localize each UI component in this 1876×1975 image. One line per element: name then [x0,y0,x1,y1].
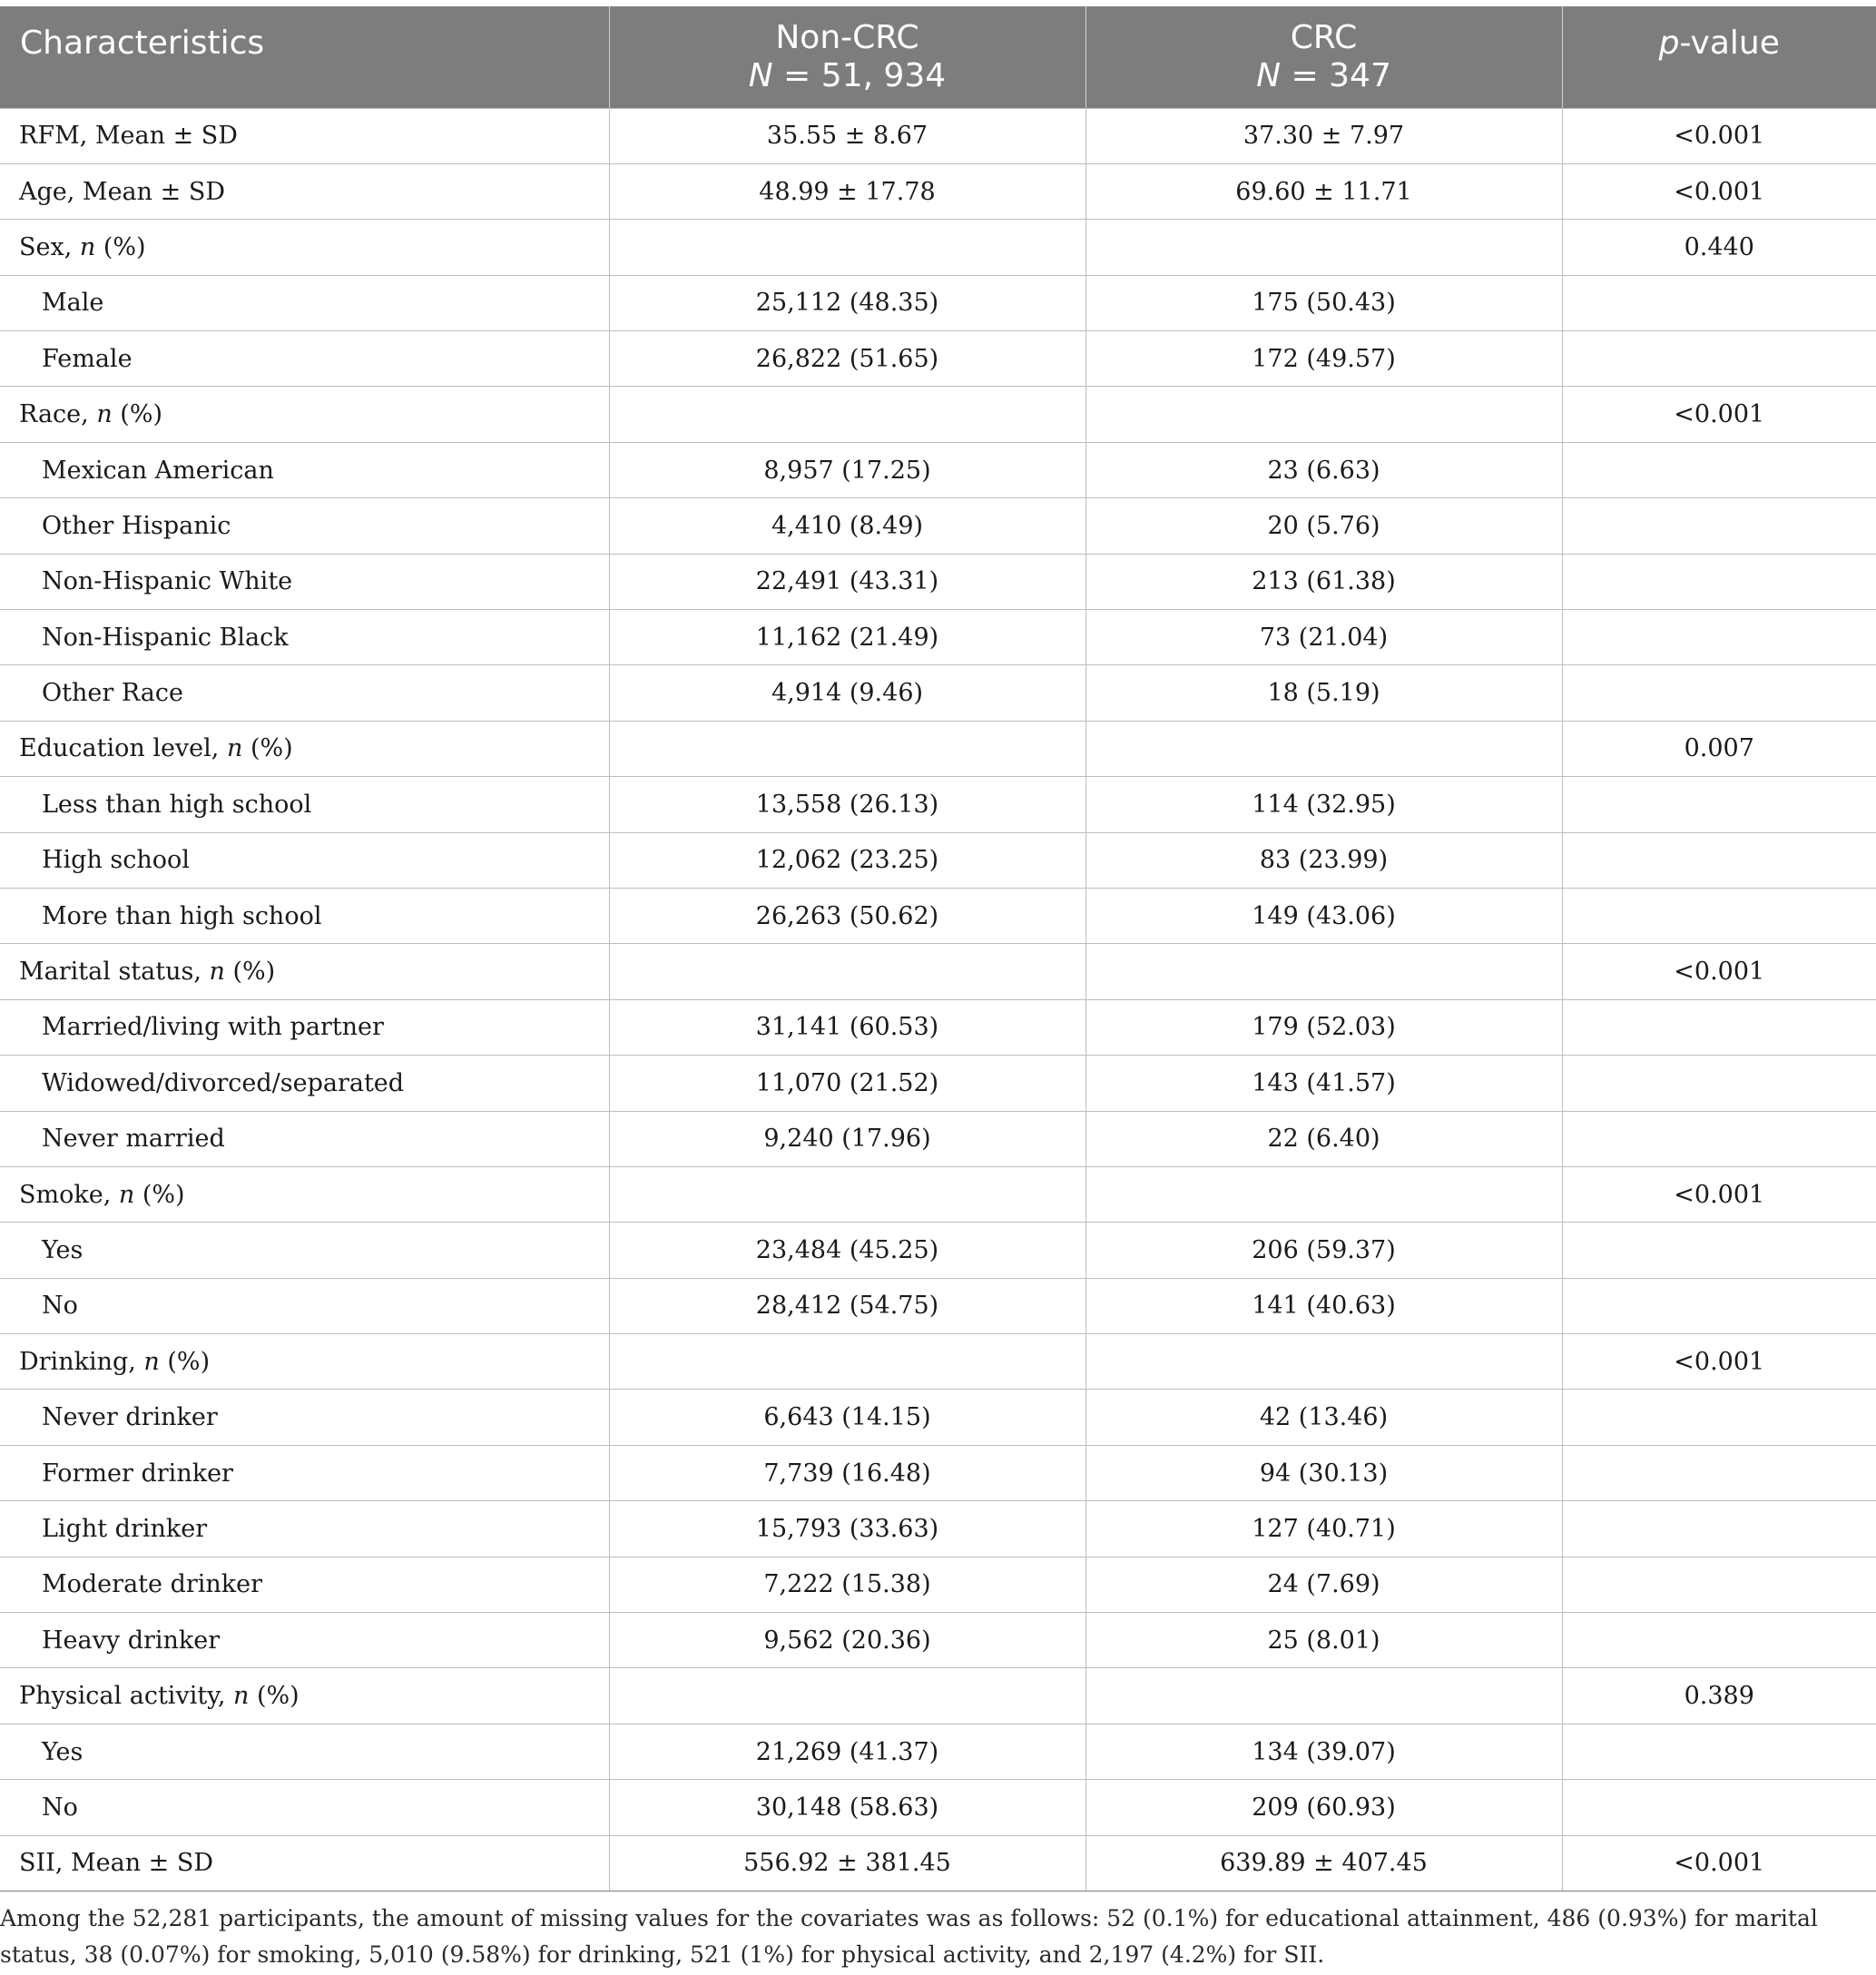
crc-value: 141 (40.63) [1085,1278,1562,1333]
noncrc-value: 8,957 (17.25) [609,442,1085,497]
crc-value: 213 (61.38) [1085,554,1562,609]
row-label [0,1835,609,1891]
noncrc-value: 35.55 ± 8.67 [609,108,1085,163]
noncrc-value: 48.99 ± 17.78 [609,163,1085,219]
noncrc-value [609,1668,1085,1724]
p-value: <0.001 [1562,944,1876,999]
crc-value: 209 (60.93) [1085,1780,1562,1835]
crc-value: 24 (7.69) [1085,1557,1562,1612]
row-label-text: Drinking, [19,1347,144,1376]
p-value [1562,1445,1876,1500]
noncrc-value: 21,269 (41.37) [609,1724,1085,1779]
noncrc-value: 13,558 (26.13) [609,777,1085,832]
table-row [0,1557,1876,1612]
header-noncrc-n-value: = 51, 934 [772,56,947,94]
row-label [0,1445,609,1500]
row-label-text: Yes [42,1236,83,1264]
row-label [0,610,609,665]
p-value [1562,442,1876,497]
noncrc-value: 11,070 (21.52) [609,1056,1085,1111]
noncrc-value: 30,148 (58.63) [609,1780,1085,1835]
row-label-text: Age, Mean ± SD [19,177,225,206]
p-value [1562,1056,1876,1111]
characteristics-table [0,6,1876,1891]
p-value [1562,665,1876,721]
table-page [0,6,1876,1973]
p-value: <0.001 [1562,1334,1876,1390]
row-label-italic: n [118,1180,135,1209]
row-label-text: Other Race [42,679,183,708]
p-value [1562,331,1876,387]
row-label [0,1613,609,1668]
header-crc-n [1086,57,1562,95]
row-label [0,888,609,943]
row-label-text: Non-Hispanic White [42,567,293,596]
row-label [0,387,609,442]
crc-value [1085,387,1562,442]
table-row [0,1390,1876,1445]
row-label-suffix: (%) [95,232,146,261]
crc-value: 114 (32.95) [1085,777,1562,832]
table-row [0,220,1876,275]
table-row [0,1613,1876,1668]
noncrc-value: 7,739 (16.48) [609,1445,1085,1500]
header-pvalue [1562,6,1876,108]
noncrc-value: 15,793 (33.63) [609,1501,1085,1557]
p-value: <0.001 [1562,1166,1876,1222]
table-row [0,832,1876,888]
row-label-text: Race, [19,400,97,429]
row-label-suffix: (%) [249,1682,300,1711]
header-characteristics-text: Characteristics [20,25,265,62]
row-label-text: Widowed/divorced/separated [42,1068,405,1097]
crc-value: 179 (52.03) [1085,999,1562,1055]
row-label [0,1501,609,1557]
table-row [0,1056,1876,1111]
header-pvalue-rest: -value [1679,25,1780,62]
noncrc-value [609,1166,1085,1222]
row-label-text: Moderate drinker [42,1570,263,1599]
table-row [0,1780,1876,1835]
row-label-suffix: (%) [242,734,293,763]
header-crc-title: CRC [1290,18,1358,56]
row-label [0,1223,609,1278]
row-label-suffix: (%) [159,1347,211,1376]
crc-value [1085,1166,1562,1222]
table-row [0,1223,1876,1278]
table-row [0,888,1876,943]
crc-value: 149 (43.06) [1085,888,1562,943]
row-label-text: Less than high school [42,790,312,819]
row-label-text: Smoke, [19,1180,119,1209]
crc-value: 22 (6.40) [1085,1111,1562,1166]
row-label-text: Married/living with partner [42,1013,384,1042]
p-value [1562,999,1876,1055]
table-row [0,1166,1876,1222]
table-row [0,777,1876,832]
table-row [0,331,1876,387]
table-row [0,721,1876,776]
crc-value: 73 (21.04) [1085,610,1562,665]
row-label [0,721,609,776]
header-noncrc [609,6,1085,108]
noncrc-value: 26,263 (50.62) [609,888,1085,943]
crc-value: 20 (5.76) [1085,498,1562,554]
crc-value: 206 (59.37) [1085,1223,1562,1278]
row-label [0,1668,609,1724]
row-label [0,999,609,1055]
row-label-text: Mexican American [42,456,274,485]
noncrc-value: 28,412 (54.75) [609,1278,1085,1333]
header-row [0,6,1876,108]
p-value [1562,777,1876,832]
row-label [0,1557,609,1612]
noncrc-value: 25,112 (48.35) [609,275,1085,330]
crc-value: 172 (49.57) [1085,331,1562,387]
p-value [1562,554,1876,609]
row-label [0,442,609,497]
p-value [1562,1501,1876,1557]
row-label [0,1056,609,1111]
crc-value: 18 (5.19) [1085,665,1562,721]
table-row [0,1445,1876,1500]
table-row [0,610,1876,665]
table-row [0,163,1876,219]
row-label [0,275,609,330]
table-row [0,1724,1876,1779]
table-row [0,1501,1876,1557]
p-value [1562,610,1876,665]
crc-value: 175 (50.43) [1085,275,1562,330]
row-label-text: Male [42,289,104,318]
crc-value [1085,721,1562,776]
p-value [1562,832,1876,888]
row-label-text: Education level, [19,734,227,763]
noncrc-value [609,220,1085,275]
crc-value [1085,1334,1562,1390]
row-label-text: Sex, [19,232,80,261]
row-label-text: Former drinker [42,1459,233,1488]
p-value [1562,1780,1876,1835]
row-label [0,1166,609,1222]
crc-value: 134 (39.07) [1085,1724,1562,1779]
noncrc-value: 11,162 (21.49) [609,610,1085,665]
row-label-text: Never married [42,1125,225,1154]
row-label [0,1111,609,1166]
row-label-italic: n [143,1347,160,1376]
noncrc-value: 31,141 (60.53) [609,999,1085,1055]
noncrc-value: 4,914 (9.46) [609,665,1085,721]
noncrc-value [609,387,1085,442]
row-label-text: More than high school [42,901,322,930]
crc-value: 127 (40.71) [1085,1501,1562,1557]
p-value [1562,888,1876,943]
crc-value: 23 (6.63) [1085,442,1562,497]
row-label-text: No [42,1793,78,1822]
noncrc-value [609,1334,1085,1390]
row-label [0,944,609,999]
noncrc-value [609,721,1085,776]
header-noncrc-n [610,57,1085,95]
header-crc [1085,6,1562,108]
p-value [1562,1278,1876,1333]
row-label-text: Physical activity, [19,1682,234,1711]
crc-value: 639.89 ± 407.45 [1085,1835,1562,1891]
table-row [0,108,1876,163]
row-label-italic: n [79,232,96,261]
table-row [0,999,1876,1055]
header-crc-n-value: = 347 [1281,56,1391,94]
row-label [0,1390,609,1445]
p-value: <0.001 [1562,108,1876,163]
noncrc-value: 9,562 (20.36) [609,1613,1085,1668]
p-value: 0.007 [1562,721,1876,776]
header-noncrc-title: Non-CRC [775,18,919,56]
row-label [0,331,609,387]
row-label [0,1278,609,1333]
p-value: 0.440 [1562,220,1876,275]
p-value [1562,1724,1876,1779]
crc-value [1085,944,1562,999]
row-label [0,1334,609,1390]
noncrc-value: 556.92 ± 381.45 [609,1835,1085,1891]
table-row [0,665,1876,721]
table-row [0,554,1876,609]
p-value: <0.001 [1562,1835,1876,1891]
noncrc-value: 26,822 (51.65) [609,331,1085,387]
table-body [0,108,1876,1891]
p-value: <0.001 [1562,163,1876,219]
table-row [0,387,1876,442]
crc-value: 143 (41.57) [1085,1056,1562,1111]
row-label [0,163,609,219]
row-label-text: Other Hispanic [42,511,231,540]
crc-value: 94 (30.13) [1085,1445,1562,1500]
crc-value [1085,220,1562,275]
row-label-text: RFM, Mean ± SD [19,122,238,151]
header-noncrc-n-label: N [748,56,773,94]
crc-value: 25 (8.01) [1085,1613,1562,1668]
table-row [0,1668,1876,1724]
table-header [0,6,1876,108]
p-value [1562,275,1876,330]
row-label-text: Marital status, [19,958,210,987]
noncrc-value: 4,410 (8.49) [609,498,1085,554]
row-label-text: No [42,1292,78,1321]
row-label [0,1724,609,1779]
p-value [1562,498,1876,554]
row-label [0,108,609,163]
noncrc-value: 22,491 (43.31) [609,554,1085,609]
row-label-italic: n [233,1682,250,1711]
row-label-text: SII, Mean ± SD [19,1849,214,1878]
table-row [0,1111,1876,1166]
p-value: 0.389 [1562,1668,1876,1724]
crc-value: 69.60 ± 11.71 [1085,163,1562,219]
crc-value: 37.30 ± 7.97 [1085,108,1562,163]
row-label-text: Yes [42,1737,83,1766]
row-label-suffix: (%) [224,958,276,987]
table-row [0,1835,1876,1891]
p-value [1562,1390,1876,1445]
crc-value: 83 (23.99) [1085,832,1562,888]
noncrc-value: 9,240 (17.96) [609,1111,1085,1166]
row-label [0,498,609,554]
row-label [0,832,609,888]
noncrc-value: 7,222 (15.38) [609,1557,1085,1612]
table-row [0,275,1876,330]
noncrc-value [609,944,1085,999]
noncrc-value: 23,484 (45.25) [609,1223,1085,1278]
header-pvalue-p: p [1658,25,1680,62]
table-row [0,1278,1876,1333]
row-label-text: Never drinker [42,1403,218,1432]
p-value [1562,1613,1876,1668]
row-label-italic: n [209,958,225,987]
row-label [0,777,609,832]
row-label-text: Light drinker [42,1514,208,1543]
noncrc-value: 12,062 (23.25) [609,832,1085,888]
p-value [1562,1223,1876,1278]
row-label [0,1780,609,1835]
row-label-text: Heavy drinker [42,1626,221,1655]
row-label [0,665,609,721]
row-label-text: Female [42,344,133,373]
row-label-text: Non-Hispanic Black [42,623,289,652]
row-label-suffix: (%) [112,400,163,429]
table-row [0,498,1876,554]
row-label [0,220,609,275]
crc-value [1085,1668,1562,1724]
header-characteristics [0,6,609,108]
table-row [0,944,1876,999]
table-footnote: Among the 52,281 participants, the amount of missing values for the covariates was as follows: 52 (0.1%) for educational attainment, 486 (0.93%) for marital status, 38 (0.07%) for smoking, 5,010 (9.58%) for drinking, 521 (1%) for physical activity, and 2,197 (4.2%) for SII. [0,1905,1818,1968]
p-value [1562,1557,1876,1612]
p-value: <0.001 [1562,387,1876,442]
crc-value: 42 (13.46) [1085,1390,1562,1445]
row-label-text: High school [42,846,190,875]
row-label [0,554,609,609]
table-row [0,1334,1876,1390]
p-value [1562,1111,1876,1166]
noncrc-value: 6,643 (14.15) [609,1390,1085,1445]
row-label-suffix: (%) [134,1180,185,1209]
row-label-italic: n [96,400,113,429]
row-label-italic: n [226,734,243,763]
table-row [0,442,1876,497]
header-crc-n-label: N [1256,56,1282,94]
